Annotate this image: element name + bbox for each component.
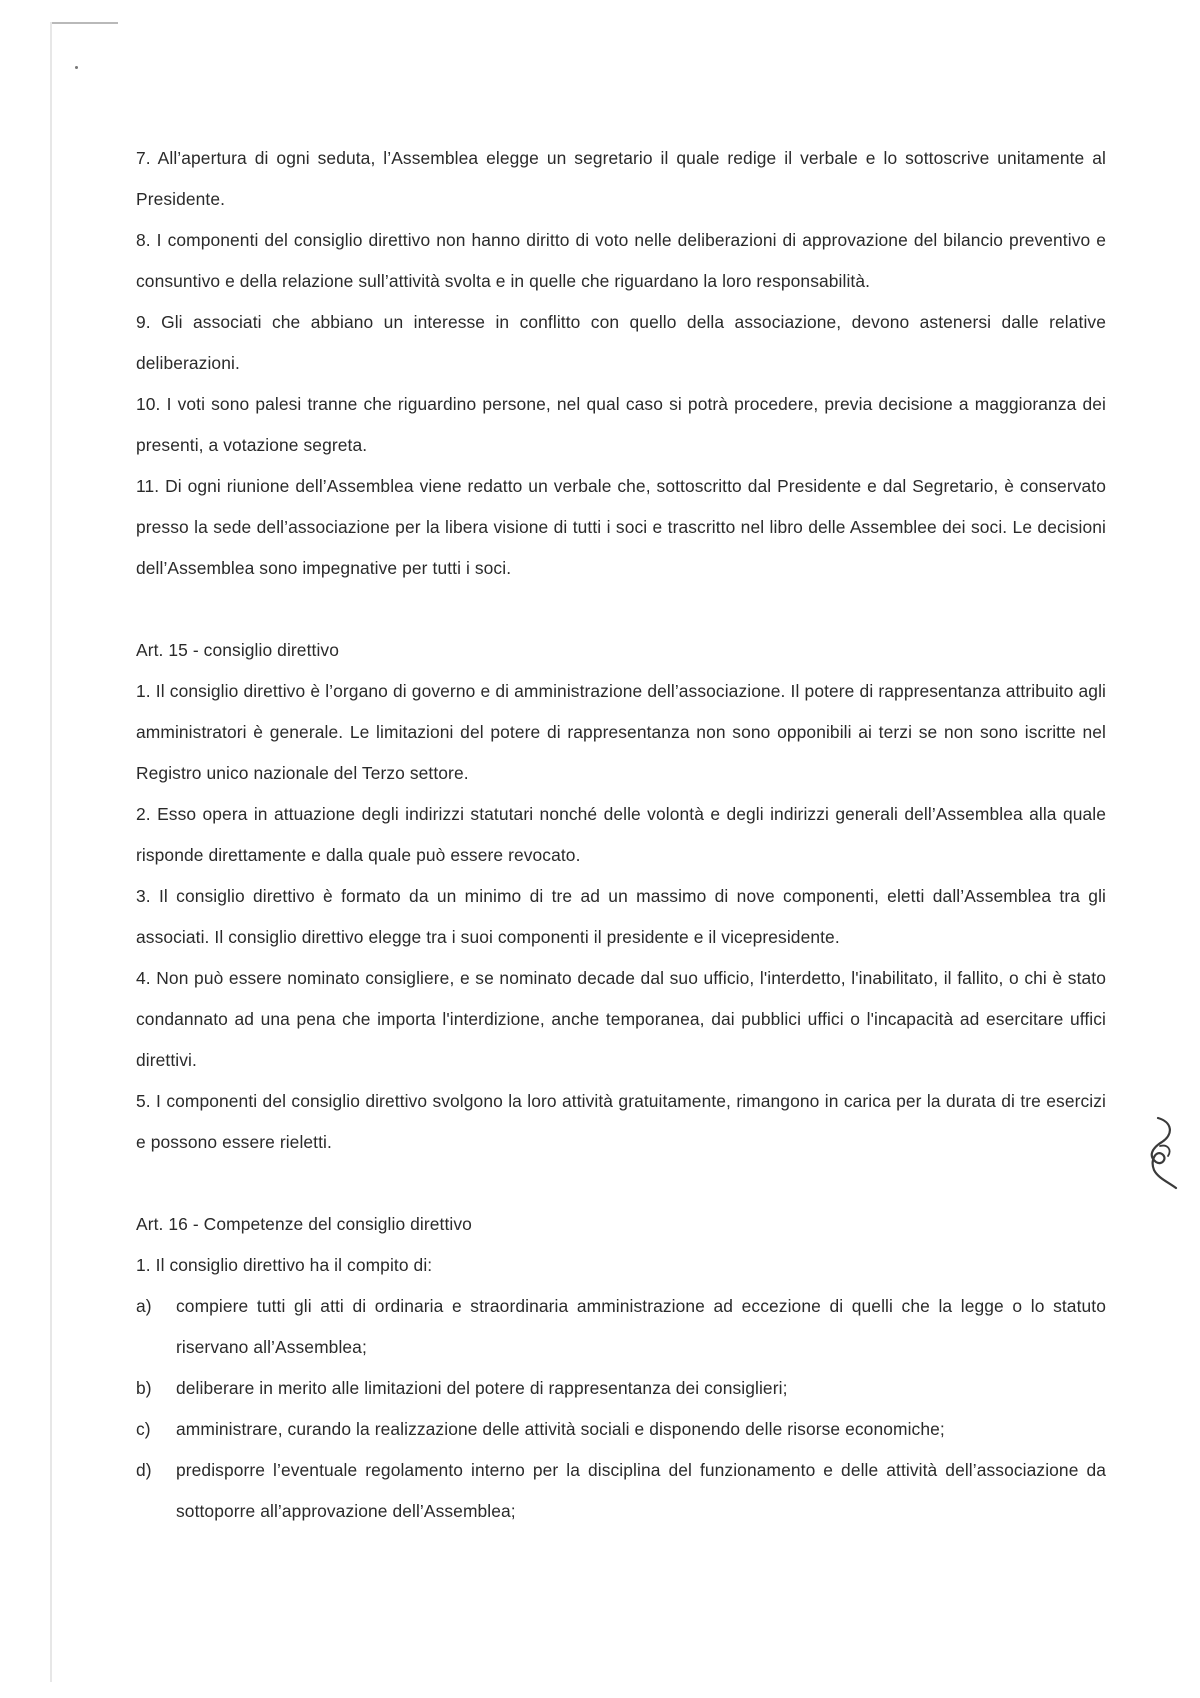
- list-item-letter: c): [136, 1419, 151, 1439]
- list-item: [136, 1450, 1106, 1532]
- article-15-paragraph-2: 2. Esso opera in attuazione degli indirizzi statutari nonché delle volontà e degli indirizzi generali dell’Assemblea alla quale risponde direttamente e dalla quale può essere revocato.: [136, 804, 1106, 865]
- handwritten-initials: [1142, 1112, 1184, 1192]
- article-16-paragraph-1: 1. Il consiglio direttivo ha il compito di:: [136, 1255, 433, 1275]
- article-15-paragraph-3: 3. Il consiglio direttivo è formato da un minimo di tre ad un massimo di nove componenti, eletti dall’Assemblea tra gli associati. Il consiglio direttivo elegge tra i suoi componenti il presidente e il vicepresidente.: [136, 886, 1106, 947]
- list-item-letter: b): [136, 1378, 152, 1398]
- article-15-paragraph-1: 1. Il consiglio direttivo è l’organo di governo e di amministrazione dell’associazione. Il potere di rappresentanza attribuito agli amministratori è generale. Le limitazioni del potere di rappresentanza non sono opponibili ai terzi se non sono iscritte nel Registro unico nazionale del Terzo settore.: [136, 681, 1106, 783]
- list-item-letter: a): [136, 1296, 152, 1316]
- document-page: [136, 138, 1106, 1532]
- scan-edge-top: [52, 22, 118, 24]
- list-item-text: predisporre l’eventuale regolamento interno per la disciplina del funzionamento e delle attività dell’associazione da sottoporre all’approvazione dell’Assemblea;: [176, 1460, 1106, 1521]
- list-item-text: compiere tutti gli atti di ordinaria e straordinaria amministrazione ad eccezione di quelli che la legge o lo statuto riservano all’Assemblea;: [176, 1296, 1106, 1357]
- list-item-text: deliberare in merito alle limitazioni del potere di rappresentanza dei consiglieri;: [176, 1378, 788, 1398]
- article-14-paragraph-8: 8. I componenti del consiglio direttivo non hanno diritto di voto nelle deliberazioni di approvazione del bilancio preventivo e consuntivo e della relazione sull’attività svolta e in quelle che riguardano la loro responsabilità.: [136, 230, 1106, 291]
- article-14-paragraph-11: 11. Di ogni riunione dell’Assemblea viene redatto un verbale che, sottoscritto dal Presidente e dal Segretario, è conservato presso la sede dell’associazione per la libera visione di tutti i soci e trascritto nel libro delle Assemblee dei soci. Le decisioni dell’Assemblea sono impegnative per tutti i soci.: [136, 476, 1106, 578]
- list-item: [136, 1409, 1106, 1450]
- list-item: [136, 1286, 1106, 1368]
- list-item-text: amministrare, curando la realizzazione delle attività sociali e disponendo delle risorse economiche;: [176, 1419, 945, 1439]
- article-14-paragraph-7: 7. All’apertura di ogni seduta, l’Assemblea elegge un segretario il quale redige il verbale e lo sottoscrive unitamente al Presidente.: [136, 148, 1106, 209]
- article-15-title: Art. 15 - consiglio direttivo: [136, 640, 339, 660]
- article-15-paragraph-4: 4. Non può essere nominato consigliere, e se nominato decade dal suo ufficio, l'interdetto, l'inabilitato, il fallito, o chi è stato condannato ad una pena che importa l'interdizione, anche temporanea, dai pubblici uffici o l'incapacità ad esercitare uffici direttivi.: [136, 968, 1106, 1070]
- article-16-title: Art. 16 - Competenze del consiglio direttivo: [136, 1214, 472, 1234]
- scan-speck: [75, 66, 78, 69]
- article-14-paragraph-9: 9. Gli associati che abbiano un interesse in conflitto con quello della associazione, devono astenersi dalle relative deliberazioni.: [136, 312, 1106, 373]
- scan-edge-left: [50, 22, 52, 1682]
- article-15-paragraph-5: 5. I componenti del consiglio direttivo svolgono la loro attività gratuitamente, rimangono in carica per la durata di tre esercizi e possono essere rieletti.: [136, 1091, 1106, 1152]
- list-item: [136, 1368, 1106, 1409]
- article-14-paragraph-10: 10. I voti sono palesi tranne che riguardino persone, nel qual caso si potrà procedere, previa decisione a maggioranza dei presenti, a votazione segreta.: [136, 394, 1106, 455]
- list-item-letter: d): [136, 1460, 152, 1480]
